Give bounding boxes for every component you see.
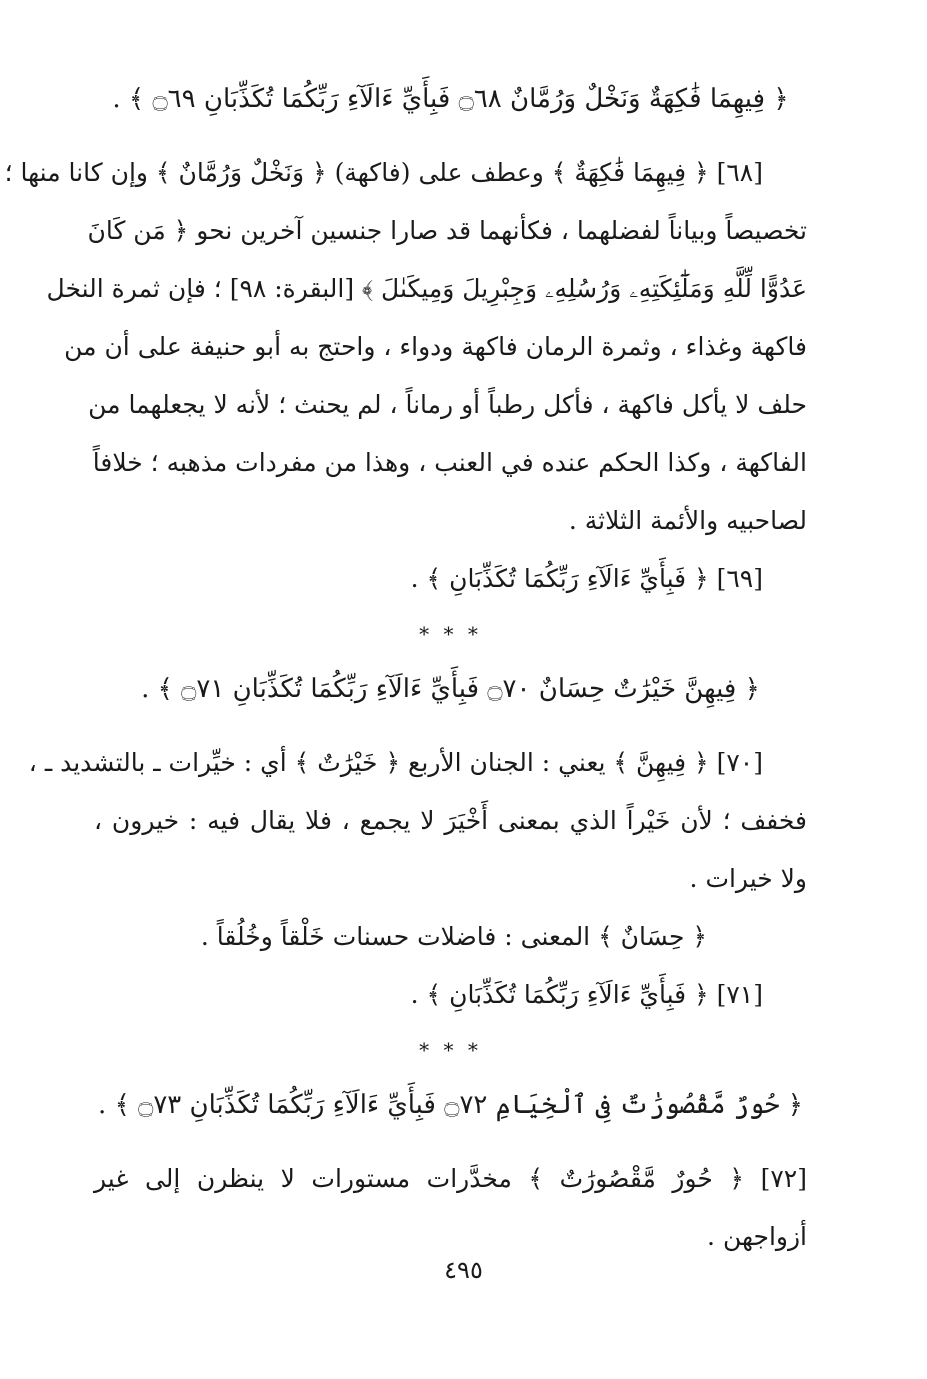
commentary-70-line-2: فخفف ؛ لأن خَيْراً الذي بمعنى أَخْيَرَ لا يجمع ، فلا يقال فيه : خيرون ، [94,806,807,835]
commentary-69: [٦٩] ﴿ فَبِأَيِّ ءَالَآءِ رَبِّكُمَا تُكَذِّبَانِ ﴾ . [410,564,763,593]
commentary-68-line-4: فاكهة وغذاء ، وثمرة الرمان فاكهة ودواء ، واحتج به أبو حنيفة على أن من [64,332,807,361]
commentary-68-line-5: حلف لا يأكل فاكهة ، فأكل رطباً أو رماناً ، لم يحنث ؛ لأنه لا يجعلهما من [88,390,807,419]
commentary-70-line-1: [٧٠] ﴿ فِيهِنَّ ﴾ يعني : الجنان الأربع ﴿ خَيْرَٰتٌ ﴾ أي : خيِّرات ـ بالتشديد ـ ، [28,748,763,777]
commentary-68-line-2: تخصيصاً وبياناً لفضلهما ، فكأنهما قد صارا جنسين آخرين نحو ﴿ مَن كَانَ [87,216,807,245]
commentary-72-line-1: [٧٢] ﴿ حُورٌ مَّقْصُورَٰتٌ ﴾ مخدَّرات مستورات لا ينظرن إلى غير [94,1164,807,1193]
commentary-71: [٧١] ﴿ فَبِأَيِّ ءَالَآءِ رَبِّكُمَا تُكَذِّبَانِ ﴾ . [410,980,763,1009]
commentary-72-line-2: أزواجهن . [707,1222,807,1251]
section-separator: * * * [419,622,482,646]
verse-70-71: ﴿ فِيهِنَّ خَيْرَٰتٌ حِسَانٌ ۝٧٠ فَبِأَيِّ ءَالَآءِ رَبِّكُمَا تُكَذِّبَانِ ۝٧١ ﴾ . [141,674,760,704]
commentary-68-line-3: عَدُوًّا لِّلَّهِ وَمَلَٰٓئِكَتِهِۦ وَرُسُلِهِۦ وَجِبْرِيلَ وَمِيكَىٰلَ ﴾ [البقرة: ٩٨] ؛ فإن ثمرة النخل [46,274,807,303]
page-number: ٤٩٥ [444,1256,483,1284]
commentary-68-line-7: لصاحبيه والأئمة الثلاثة . [568,506,807,535]
commentary-68-line-1: [٦٨] ﴿ فِيهِمَا فَٰكِهَةٌ ﴾ وعطف على (فاكهة) ﴿ وَنَخْلٌ وَرُمَّانٌ ﴾ وإن كانا منها ؛ [4,158,763,187]
verse-68-69: ﴿ فِيهِمَا فَٰكِهَةٌ وَنَخْلٌ وَرُمَّانٌ ۝٦٨ فَبِأَيِّ ءَالَآءِ رَبِّكُمَا تُكَذِّبَانِ ۝٦٩ ﴾ . [112,84,789,114]
commentary-70-line-3: ولا خيرات . [689,864,807,893]
verse-72-73: ﴿ حُورٌ مَّقْصُورَٰتٌ فِى ٱلْخِيَامِ ۝٧٢ فَبِأَيِّ ءَالَآءِ رَبِّكُمَا تُكَذِّبَانِ ۝٧٣ ﴾ . [98,1090,803,1120]
page-body [4,70,807,1266]
commentary-68-line-6: الفاكهة ، وكذا الحكم عنده في العنب ، وهذا من مفردات مذهبه ؛ خلافاً [92,448,807,477]
commentary-hisan: ﴿ حِسَانٌ ﴾ المعنى : فاضلات حسنات خَلْقاً وخُلُقاً . [200,922,707,951]
section-separator: * * * [419,1038,482,1062]
